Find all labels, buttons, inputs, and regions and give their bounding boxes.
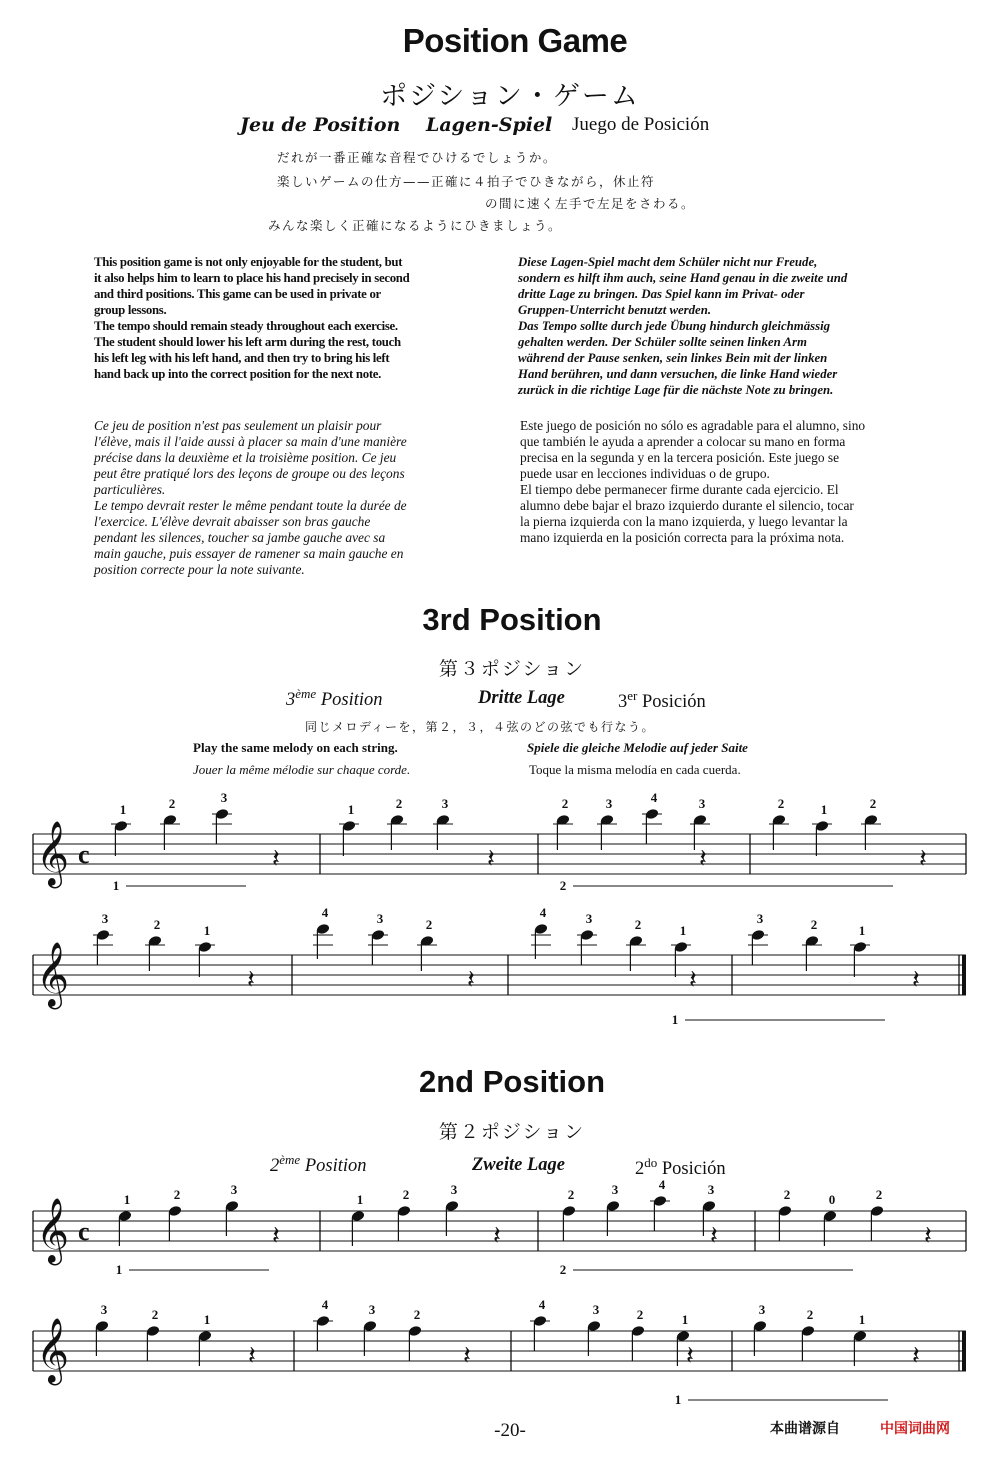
quarter-rest-icon: 𝄽 <box>467 965 475 995</box>
second-position-title-jp: 第２ポジション <box>438 1121 586 1143</box>
fingering-number: 1 <box>679 923 687 938</box>
string-number: 1 <box>671 1012 679 1027</box>
fingering-number: 4 <box>321 1297 329 1312</box>
third-position-title: 3rd Position <box>422 602 602 637</box>
fingering-number: 2 <box>153 917 161 932</box>
paragraph-fr-line: peut être pratiqué lors des leçons de groupe ou des leçons <box>94 466 405 481</box>
subtitle-fr: Jeu de Position <box>240 114 401 136</box>
paragraph-de-line: Hand berühren, und dann versuchen, die linke Hand wieder <box>518 367 838 381</box>
quarter-rest-icon: 𝄽 <box>699 844 707 874</box>
quarter-rest-icon: 𝄽 <box>912 965 920 995</box>
fingering-number: 2 <box>810 917 818 932</box>
fingering-number: 3 <box>376 911 384 926</box>
fingering-number: 2 <box>561 796 569 811</box>
fingering-number: 1 <box>123 1192 131 1207</box>
paragraph-en-line: The tempo should remain steady throughout each exercise. <box>94 319 398 333</box>
fingering-number: 3 <box>441 796 449 811</box>
third-instruction-fr: Jouer la même mélodie sur chaque corde. <box>193 762 411 777</box>
fingering-number: 3 <box>698 796 706 811</box>
fingering-number: 1 <box>119 802 127 817</box>
paragraph-de-line: zurück in die richtige Lage für die nächste Note zu bringen. <box>518 383 834 397</box>
quarter-rest-icon: 𝄽 <box>924 1221 932 1251</box>
page-title-jp: ポジション・ゲーム <box>380 81 640 112</box>
third-fr-sup: ème <box>295 686 317 701</box>
third-instruction-de: Spiele die gleiche Melodie auf jeder Saite <box>527 740 748 755</box>
third-fr-num: 3 <box>286 690 296 711</box>
second-fr-num: 2 <box>270 1156 280 1177</box>
paragraph-de-line: während der Pause senken, sein linkes Bein mit der linken <box>518 351 828 365</box>
quarter-rest-icon: 𝄽 <box>686 1341 694 1371</box>
fingering-number: 2 <box>783 1187 791 1202</box>
fingering-number: 3 <box>611 1182 619 1197</box>
paragraph-en-line: group lessons. <box>94 303 167 317</box>
paragraph-de-line: sondern es hilft ihm auch, seine Hand genau in die zweite und <box>518 271 848 285</box>
paragraph-es-line: la pierna izquierda con la mano izquierda, y luego levantar la <box>520 514 848 529</box>
second-position-title: 2nd Position <box>419 1064 605 1099</box>
paragraph-en-line: hand back up into the correct position for the next note. <box>94 367 382 381</box>
site-label: 中国词曲网 <box>880 1421 950 1437</box>
paragraph-fr-line: main gauche, puis essayer de ramener sa main gauche en <box>94 546 404 561</box>
quarter-rest-icon: 𝄽 <box>272 1221 280 1251</box>
paragraph-fr-line: l'exercice. L'élève devrait abaisser son bras gauche <box>94 514 371 529</box>
quarter-rest-icon: 𝄽 <box>912 1341 920 1371</box>
fingering-number: 3 <box>605 796 613 811</box>
time-signature: c <box>78 840 90 869</box>
paragraph-en-line: This position game is not only enjoyable for the student, but <box>94 255 403 269</box>
second-subtitle-de: Zweite Lage <box>472 1155 565 1175</box>
jp-note-2: 楽しいゲームの仕方——正確に４拍子でひきながら，休止符 <box>277 174 656 189</box>
fingering-number: 2 <box>173 1187 181 1202</box>
quarter-rest-icon: 𝄽 <box>248 1341 256 1371</box>
fingering-number: 2 <box>151 1307 159 1322</box>
treble-clef-icon: 𝄞 <box>36 1318 70 1383</box>
paragraph-es-line: Este juego de posición no sólo es agradable para el alumno, sino <box>520 418 866 433</box>
paragraph-fr-line: pendant les silences, toucher sa jambe gauche avec sa <box>94 530 386 545</box>
fingering-number: 1 <box>347 802 355 817</box>
jp-note-1: だれが一番正確な音程でひけるでしょうか。 <box>277 150 557 165</box>
paragraph-en-line: The student should lower his left arm during the rest, touch <box>94 335 401 349</box>
fingering-number: 3 <box>101 911 109 926</box>
fingering-number: 3 <box>100 1302 108 1317</box>
third-es-sup: er <box>627 688 638 703</box>
paragraph-es-line: alumno debe bajar el brazo izquierdo durante el silencio, tocar <box>520 498 854 513</box>
fingering-number: 3 <box>707 1182 715 1197</box>
third-subtitle-de: Dritte Lage <box>478 688 565 708</box>
fingering-number: 2 <box>395 796 403 811</box>
third-position-title-jp: 第３ポジション <box>438 658 586 680</box>
paragraph-es-line: El tiempo debe permanecer firme durante cada ejercicio. El <box>520 482 839 497</box>
fingering-number: 3 <box>592 1302 600 1317</box>
paragraph-fr-line: particulières. <box>94 482 166 497</box>
quarter-rest-icon: 𝄽 <box>487 844 495 874</box>
fingering-number: 4 <box>658 1177 666 1192</box>
string-number: 2 <box>559 878 567 893</box>
page-number: -20- <box>494 1420 526 1441</box>
source-label: 本曲谱源自 <box>770 1421 840 1437</box>
quarter-rest-icon: 𝄽 <box>710 1221 718 1251</box>
jp-note-4: みんな楽しく正確になるようにひきましょう。 <box>268 218 563 233</box>
fingering-number: 2 <box>402 1187 410 1202</box>
quarter-rest-icon: 𝄽 <box>247 965 255 995</box>
second-es-word: Posición <box>661 1159 726 1180</box>
fingering-number: 2 <box>869 796 877 811</box>
subtitle-de: Lagen-Spiel <box>426 114 553 136</box>
fingering-number: 3 <box>230 1182 238 1197</box>
fingering-number: 1 <box>203 923 211 938</box>
third-instruction-jp: 同じメロディーを，第２，３，４弦のどの弦でも行なう。 <box>305 720 656 734</box>
fingering-number: 2 <box>636 1307 644 1322</box>
fingering-number: 3 <box>585 911 593 926</box>
fingering-number: 1 <box>858 923 866 938</box>
second-es-num: 2 <box>635 1159 645 1180</box>
fingering-number: 1 <box>681 1312 689 1327</box>
treble-clef-icon: 𝄞 <box>36 942 70 1007</box>
paragraph-en-line: it also helps him to learn to place his hand precisely in second <box>94 271 410 285</box>
fingering-number: 4 <box>538 1297 546 1312</box>
fingering-number: 2 <box>567 1187 575 1202</box>
fingering-number: 1 <box>356 1192 364 1207</box>
fingering-number: 3 <box>758 1302 766 1317</box>
second-fr-word: Position <box>304 1156 367 1177</box>
paragraph-fr-line: position correcte pour la note suivante. <box>94 562 305 577</box>
fingering-number: 2 <box>806 1307 814 1322</box>
paragraph-es-line: que también le ayuda a aprender a colocar su mano en forma <box>520 434 846 449</box>
paragraph-fr-line: Le tempo devrait rester le même pendant toute la durée de <box>94 498 407 513</box>
fingering-number: 1 <box>858 1312 866 1327</box>
paragraph-es-line: puede usar en lecciones individuas o de grupo. <box>520 466 770 481</box>
paragraph-es-line: precisa en la segunda y en la tercera posición. Este juego se <box>520 450 840 465</box>
paragraph-en-line: and third positions. This game can be used in private or <box>94 287 381 301</box>
quarter-rest-icon: 𝄽 <box>463 1341 471 1371</box>
quarter-rest-icon: 𝄽 <box>919 844 927 874</box>
paragraph-fr-line: précise dans la deuxième et la troisième position. Ce jeu <box>94 450 397 465</box>
third-instruction-es: Toque la misma melodía en cada cuerda. <box>529 762 741 777</box>
fingering-number: 1 <box>820 802 828 817</box>
third-es-num: 3 <box>618 692 628 713</box>
fingering-number: 4 <box>539 905 547 920</box>
fingering-number: 2 <box>875 1187 883 1202</box>
third-instruction-en: Play the same melody on each string. <box>193 740 398 755</box>
fingering-number: 2 <box>425 917 433 932</box>
paragraph-fr-line: l'élève, mais il l'aide aussi à placer sa main d'une manière <box>94 434 407 449</box>
paragraph-de-line: gehalten werden. Der Schüler sollte seinen linken Arm <box>518 335 807 349</box>
treble-clef-icon: 𝄞 <box>36 821 70 886</box>
subtitle-es: Juego de Posición <box>572 114 710 135</box>
fingering-number: 4 <box>650 790 658 805</box>
fingering-number: 2 <box>777 796 785 811</box>
paragraph-de-line: Diese Lagen-Spiel macht dem Schüler nicht nur Freude, <box>518 255 818 269</box>
quarter-rest-icon: 𝄽 <box>272 844 280 874</box>
fingering-number: 2 <box>413 1307 421 1322</box>
fingering-number: 1 <box>203 1312 211 1327</box>
third-fr-word: Position <box>320 690 383 711</box>
string-number: 1 <box>112 878 120 893</box>
third-es-word: Posición <box>641 692 706 713</box>
fingering-number: 3 <box>756 911 764 926</box>
paragraph-fr-line: Ce jeu de position n'est pas seulement un plaisir pour <box>94 418 382 433</box>
jp-note-3: の間に速く左手で左足をさわる。 <box>485 196 696 211</box>
string-number: 2 <box>559 1262 567 1277</box>
quarter-rest-icon: 𝄽 <box>493 1221 501 1251</box>
time-signature: c <box>78 1217 90 1246</box>
string-number: 1 <box>674 1392 682 1407</box>
paragraph-de-line: Das Tempo sollte durch jede Übung hindurch gleichmässig <box>518 319 831 333</box>
fingering-number: 3 <box>450 1182 458 1197</box>
paragraph-en-line: his left leg with his left hand, and then try to bring his left <box>94 351 390 365</box>
string-number: 1 <box>115 1262 123 1277</box>
page-title: Position Game <box>402 22 628 59</box>
quarter-rest-icon: 𝄽 <box>689 965 697 995</box>
fingering-number: 3 <box>220 790 228 805</box>
fingering-number: 3 <box>368 1302 376 1317</box>
fingering-number: 4 <box>321 905 329 920</box>
paragraph-de-line: dritte Lage zu bringen. Das Spiel kann im Privat- oder <box>518 287 805 301</box>
paragraph-es-line: mano izquierda en la posición correcta para la próxima nota. <box>520 530 845 545</box>
treble-clef-icon: 𝄞 <box>36 1198 70 1263</box>
second-es-sup: do <box>644 1155 658 1170</box>
fingering-number: 2 <box>168 796 176 811</box>
fingering-number: 2 <box>634 917 642 932</box>
fingering-number: 0 <box>828 1192 836 1207</box>
paragraph-de-line: Gruppen-Unterricht benutzt werden. <box>518 303 712 317</box>
second-fr-sup: ème <box>279 1152 301 1167</box>
